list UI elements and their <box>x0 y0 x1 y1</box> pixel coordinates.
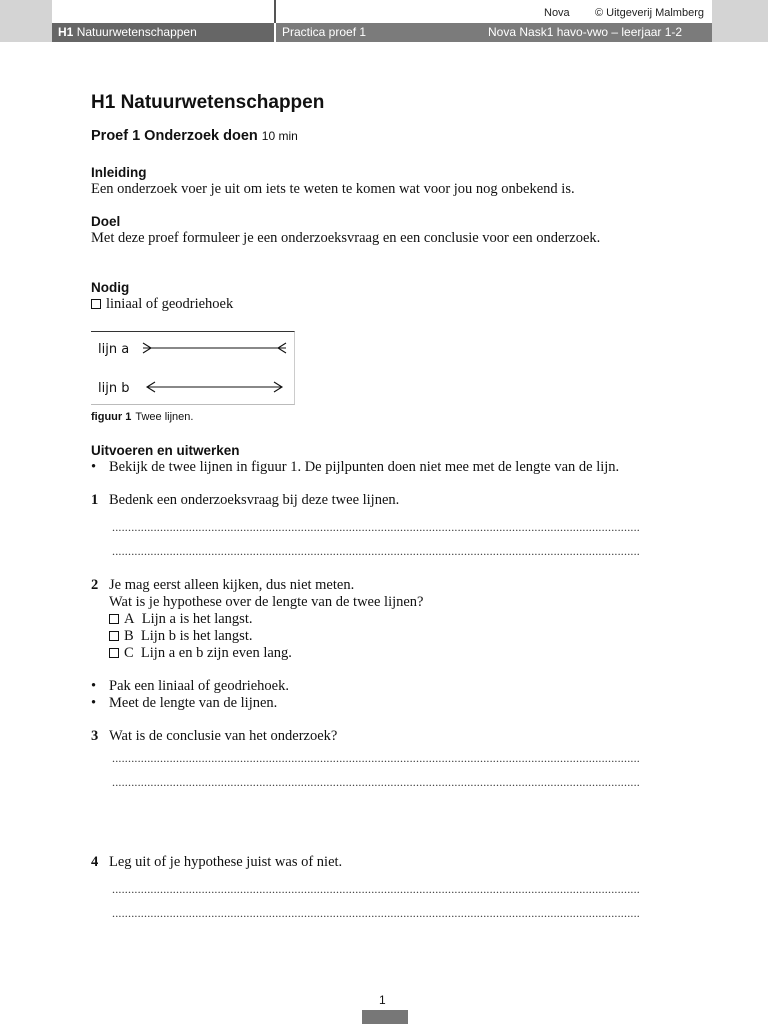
option-b <box>109 628 681 645</box>
figure-caption-label: figuur 1 <box>91 411 132 423</box>
question-text-line2: Wat is je hypothese over de lengte van de twee lijnen? <box>109 594 424 610</box>
uitvoeren-bullet: • Bekijk de twee lijnen in figuur 1. De pijlpunten doen niet mee met de lengte van de lijn. <box>91 459 681 476</box>
checkbox[interactable] <box>109 648 119 658</box>
figure-two-lines <box>91 331 295 405</box>
question-2 <box>91 577 681 662</box>
question-4 <box>91 854 681 871</box>
option-letter: A <box>124 611 135 627</box>
page-number: 1 <box>379 993 386 1007</box>
header-chapter-number: H1 <box>58 25 74 39</box>
option-text: Lijn a is het langst. <box>141 611 253 627</box>
worksheet-content <box>91 92 681 313</box>
checkbox[interactable] <box>109 614 119 624</box>
figure-lines-drawing <box>91 332 294 404</box>
answer-line[interactable]: ..................................................................................................................................................................... <box>112 520 640 534</box>
question-number: 3 <box>91 728 99 744</box>
header-brand: Nova <box>544 7 570 19</box>
answer-line[interactable]: ..................................................................................................................................................................... <box>112 544 640 558</box>
figure-caption <box>91 411 193 423</box>
doel-heading: Doel <box>91 214 121 229</box>
question-number: 2 <box>91 577 99 593</box>
checkbox[interactable] <box>91 299 101 309</box>
figure-caption-text: Twee lijnen. <box>135 411 194 423</box>
header-chapter-title: Natuurwetenschappen <box>76 25 197 39</box>
option-text: Lijn b is het langst. <box>140 628 253 644</box>
header-grey-block-left <box>0 0 52 42</box>
question-3 <box>91 728 681 745</box>
header-copyright: © Uitgeverij Malmberg <box>595 7 704 19</box>
question-text: Leg uit of je hypothese juist was of niet. <box>109 854 343 870</box>
option-letter: B <box>124 628 134 644</box>
inleiding-heading: Inleiding <box>91 165 147 180</box>
uitvoeren-heading: Uitvoeren en uitwerken <box>91 443 240 458</box>
header-practicum: Practica proef 1 <box>282 25 367 39</box>
line-b-label: lijn b <box>98 381 130 396</box>
header-chapter-bar <box>52 23 274 42</box>
answer-line[interactable]: ..................................................................................................................................................................... <box>112 751 640 765</box>
option-c <box>109 645 681 662</box>
checkbox[interactable] <box>109 631 119 641</box>
inleiding-text: Een onderzoek voer je uit om iets te weten te komen wat voor jou nog onbekend is. <box>91 181 575 197</box>
answer-line[interactable]: ..................................................................................................................................................................... <box>112 906 640 920</box>
question-1 <box>91 492 681 509</box>
nodig-item-label: liniaal of geodriehoek <box>106 296 234 312</box>
header-tab-box <box>52 0 276 23</box>
option-text: Lijn a en b zijn even lang. <box>140 645 292 661</box>
option-letter: C <box>124 645 134 661</box>
question-number: 4 <box>91 854 99 870</box>
answer-line[interactable]: ..................................................................................................................................................................... <box>112 775 640 789</box>
page-tab <box>362 1010 408 1024</box>
answer-line[interactable]: ..................................................................................................................................................................... <box>112 882 640 896</box>
question-text-line1: Je mag eerst alleen kijken, dus niet meten. <box>109 577 355 593</box>
step-bullet: • Pak een liniaal of geodriehoek. <box>91 678 681 695</box>
nodig-item <box>91 296 681 313</box>
proef-title <box>91 128 681 144</box>
header-course: Nova Nask1 havo-vwo – leerjaar 1-2 <box>488 25 683 39</box>
option-a <box>109 611 681 628</box>
line-a-label: lijn a <box>98 342 130 357</box>
header-course-bar <box>276 23 712 42</box>
question-text: Bedenk een onderzoeksvraag bij deze twee lijnen. <box>109 492 400 508</box>
step-bullet: • Meet de lengte van de lijnen. <box>91 695 681 712</box>
nodig-heading: Nodig <box>91 280 130 295</box>
uitvoeren-section <box>91 442 681 925</box>
header-grey-block-right <box>712 0 768 42</box>
proef-duration: 10 min <box>261 129 298 143</box>
doel-text: Met deze proef formuleer je een onderzoeksvraag en een conclusie voor een onderzoek. <box>91 230 601 246</box>
proef-title-text: Proef 1 Onderzoek doen <box>91 128 258 144</box>
question-number: 1 <box>91 492 99 508</box>
question-text: Wat is de conclusie van het onderzoek? <box>109 728 338 744</box>
page-title: H1 Natuurwetenschappen <box>91 92 325 113</box>
